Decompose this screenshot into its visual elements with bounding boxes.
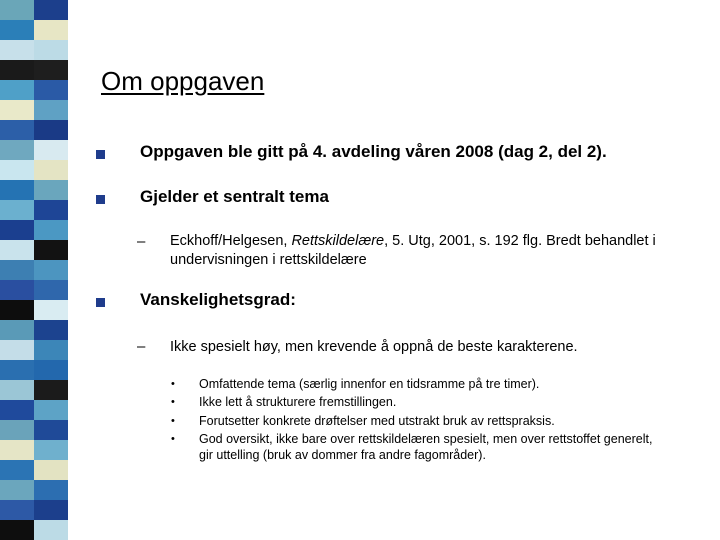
dot-marker: • (171, 378, 175, 390)
stripe-block (34, 400, 68, 420)
stripe-block (0, 200, 34, 220)
stripe-block (0, 460, 34, 480)
dot-marker: • (171, 415, 175, 427)
subsub-item-3: Forutsetter konkrete drøftelser med utstrakt bruk av rettspraksis. (199, 414, 555, 428)
reference-book-title: Rettskildelære (291, 233, 385, 249)
stripe-block (0, 160, 34, 180)
stripe-block (0, 500, 34, 520)
reference-authors: Eckhoff/Helgesen, (170, 233, 292, 249)
stripe-block (0, 260, 34, 280)
stripe-block (34, 260, 68, 280)
stripe-block (0, 520, 34, 540)
stripe-block (0, 360, 34, 380)
sub-bullet-difficulty: Ikke spesielt høy, men krevende å oppnå de beste karakterene. (170, 339, 578, 355)
subsub-item-4: God oversikt, ikke bare over rettskildelæren spesielt, men over rettstoffet generelt, gir uttelling (bruk av dommer fra andre fagområder). (199, 432, 653, 462)
subsub-item-2: Ikke lett å strukturere fremstillingen. (199, 395, 397, 409)
stripe-block (0, 480, 34, 500)
stripe-block (34, 280, 68, 300)
stripe-block (34, 300, 68, 320)
stripe-block (0, 180, 34, 200)
stripe-block (0, 240, 34, 260)
stripe-block (0, 140, 34, 160)
bullet-2: Gjelder et sentralt tema (140, 187, 329, 206)
stripe-block (34, 360, 68, 380)
stripe-block (34, 440, 68, 460)
stripe-block (34, 320, 68, 340)
stripe-block (0, 300, 34, 320)
stripe-block (34, 500, 68, 520)
stripe-block (34, 480, 68, 500)
stripe-block (0, 320, 34, 340)
dot-marker: • (171, 396, 175, 408)
stripe-block (34, 420, 68, 440)
decorative-stripe (0, 0, 68, 540)
square-bullet-icon (96, 298, 105, 307)
sub-bullet-reference (170, 232, 670, 270)
dash-marker: – (137, 338, 146, 355)
bullet-1: Oppgaven ble gitt på 4. avdeling våren 2008 (dag 2, del 2). (140, 142, 607, 161)
stripe-block (0, 220, 34, 240)
stripe-block (0, 40, 34, 60)
stripe-block (34, 20, 68, 40)
square-bullet-icon (96, 195, 105, 204)
stripe-block (34, 160, 68, 180)
stripe-block (34, 340, 68, 360)
stripe-block (0, 20, 34, 40)
stripe-block (34, 40, 68, 60)
square-bullet-icon (96, 150, 105, 159)
stripe-block (34, 140, 68, 160)
stripe-block (34, 520, 68, 540)
stripe-block (0, 420, 34, 440)
stripe-block (34, 240, 68, 260)
stripe-block (34, 220, 68, 240)
dash-marker: – (137, 233, 146, 250)
stripe-block (0, 80, 34, 100)
stripe-column-left (0, 0, 34, 540)
stripe-block (0, 440, 34, 460)
stripe-block (34, 200, 68, 220)
stripe-block (34, 60, 68, 80)
stripe-block (0, 340, 34, 360)
stripe-block (34, 120, 68, 140)
dot-marker: • (171, 433, 175, 445)
stripe-block (0, 280, 34, 300)
stripe-block (0, 380, 34, 400)
stripe-block (0, 60, 34, 80)
stripe-block (0, 0, 34, 20)
stripe-block (34, 460, 68, 480)
stripe-block (0, 100, 34, 120)
stripe-block (34, 380, 68, 400)
stripe-block (0, 400, 34, 420)
slide-title: Om oppgaven (101, 66, 265, 96)
reference-details: , 5. Utg, 2001, s. 192 flg. Bredt behandlet i undervisningen i rettskildelære (170, 233, 656, 268)
bullet-3: Vanskelighetsgrad: (140, 290, 296, 309)
stripe-block (34, 80, 68, 100)
stripe-block (34, 0, 68, 20)
subsub-item-1: Omfattende tema (særlig innenfor en tidsramme på tre timer). (199, 377, 540, 391)
stripe-block (34, 180, 68, 200)
stripe-column-right (34, 0, 68, 540)
stripe-block (0, 120, 34, 140)
stripe-block (34, 100, 68, 120)
